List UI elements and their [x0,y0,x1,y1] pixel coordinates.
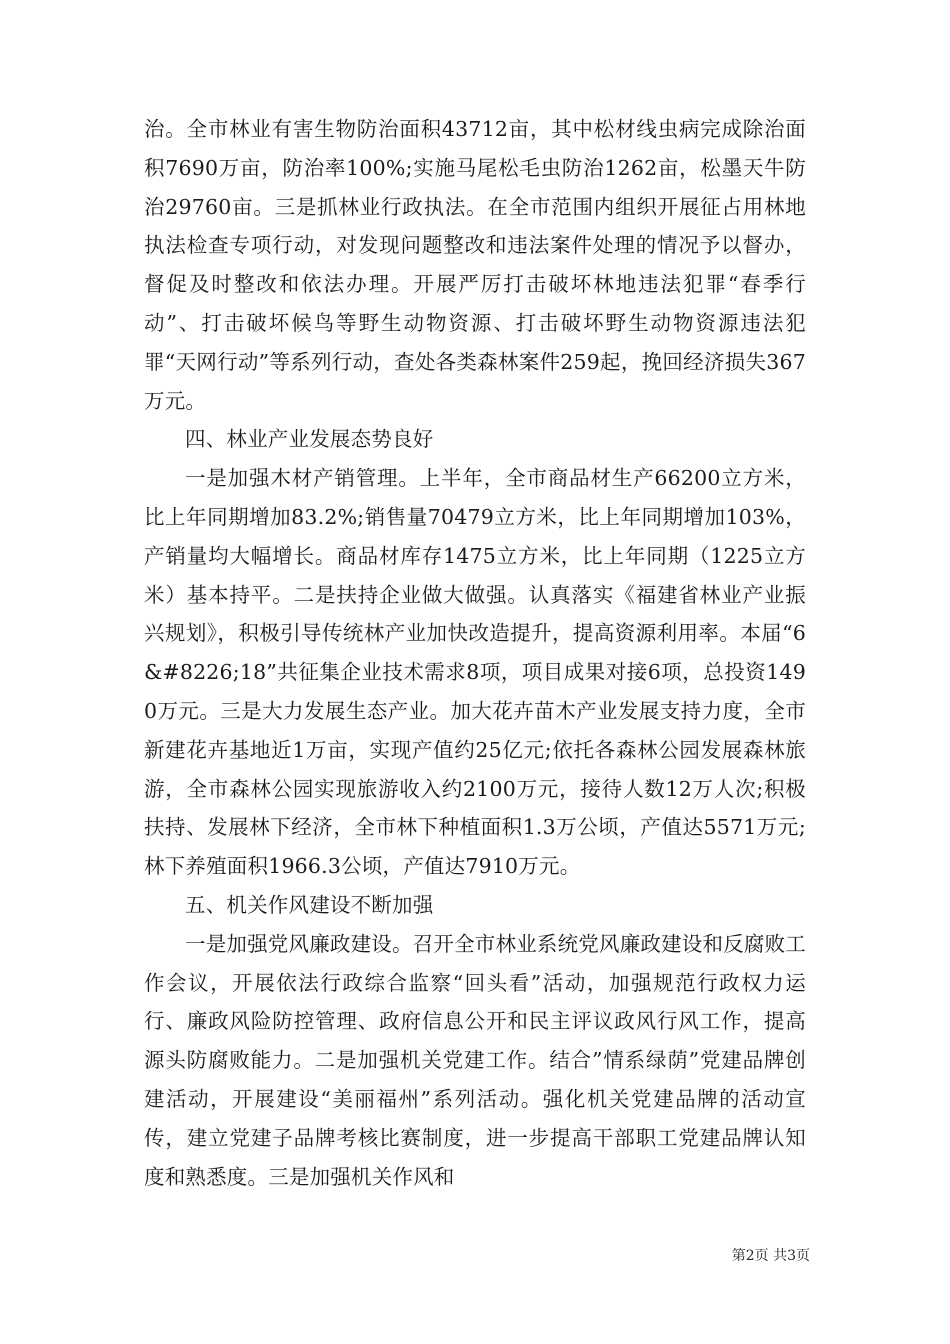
section-heading-work-style: 五、机关作风建设不断加强 [185,892,434,917]
document-body [144,110,806,1196]
paragraph-work-style: 一是加强党风廉政建设。召开全市林业系统党风廉政建设和反腐败工作会议，开展依法行政综合监察“回头看”活动，加强规范行政权力运行、廉政风险防控管理、政府信息公开和民主评议政风行风工作，提高源头防腐败能力。二是加强机关党建工作。结合”情系绿荫”党建品牌创建活动，开展建设“美丽福州”系列活动。强化机关党建品牌的活动宣传，建立党建子品牌考核比赛制度，进一步提高干部职工党建品牌认知度和熟悉度。三是加强机关作风和 [144,931,806,1189]
section-heading-industry: 四、林业产业发展态势良好 [185,427,434,452]
page-number-footer: 第2页 共3页 [731,1248,810,1264]
paragraph-pest-control-enforcement: 治。全市林业有害生物防治面积43712亩，其中松材线虫病完成除治面积7690万亩，防治率100%;实施马尾松毛虫防治1262亩，松墨天牛防治29760亩。三是抓林业行政执法。在全市范围内组织开展征占用林地执法检查专项行动，对发现问题整改和违法案件处理的情况予以督办，督促及时整改和依法办理。开展严厉打击破坏林地违法犯罪“春季行动”、打击破坏候鸟等野生动物资源、打击破坏野生动物资源违法犯罪“天网行动”等系列行动，查处各类森林案件259起，挽回经济损失367万元。 [144,117,806,413]
paragraph-industry-development: 一是加强木材产销管理。上半年，全市商品材生产66200立方米，比上年同期增加83.2%;销售量70479立方米，比上年同期增加103%，产销量均大幅增长。商品材库存1475立方米，比上年同期（1225立方米）基本持平。二是扶持企业做大做强。认真落实《福建省林业产业振兴规划》，积极引导传统林产业加快改造提升，提高资源利用率。本届“6&#8226;18”共征集企业技术需求8项，项目成果对接6项，总投资1490万元。三是大力发展生态产业。加大花卉苗木产业发展支持力度，全市新建花卉基地近1万亩，实现产值约25亿元;依托各森林公园发展森林旅游，全市森林公园实现旅游收入约2100万元，接待人数12万人次;积极扶持、发展林下经济，全市林下种植面积1.3万公顷，产值达5571万元;林下养殖面积1966.3公顷，产值达7910万元。 [144,466,806,879]
